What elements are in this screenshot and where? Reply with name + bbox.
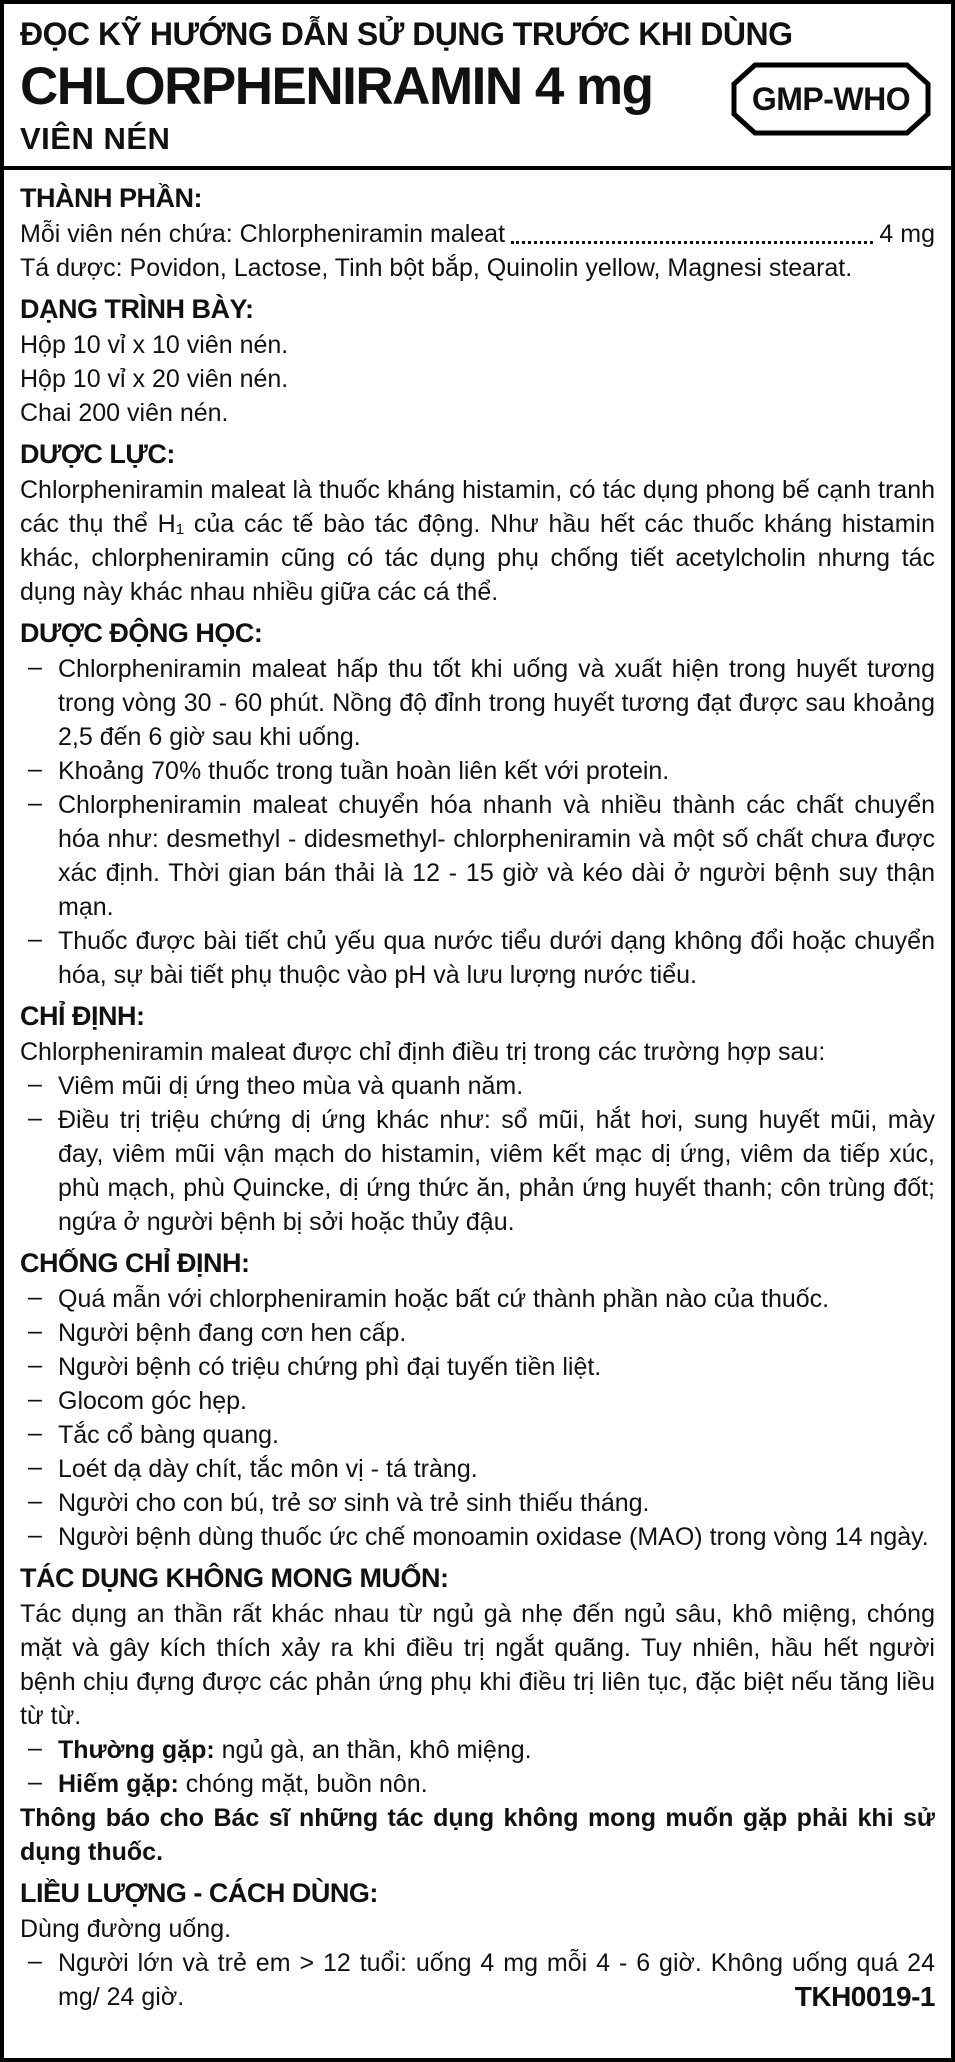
composition-line (20, 217, 935, 251)
section-title-side-effects: TÁC DỤNG KHÔNG MONG MUỐN: (20, 1563, 449, 1593)
doctor-notice: Thông báo cho Bác sĩ những tác dụng không mong muốn gặp phải khi sử dụng thuốc. (20, 1804, 935, 1866)
frequency-text: chóng mặt, buồn nôn. (178, 1770, 428, 1798)
list-item: – Quá mẫn với chlorpheniramin hoặc bất cứ thành phần nào của thuốc. (20, 1282, 935, 1316)
list-item: – Chlorpheniramin maleat hấp thu tốt khi uống và xuất hiện trong huyết tương trong vòng 30 - 60 phút. Nồng độ đỉnh trong huyết tương đạt được sau khoảng 2,5 đến 6 giờ sau khi uống. (20, 652, 935, 754)
list-item: – Người cho con bú, trẻ sơ sinh và trẻ sinh thiếu tháng. (20, 1486, 935, 1520)
dosage-route: Dùng đường uống. (20, 1915, 232, 1943)
list-item: – Khoảng 70% thuốc trong tuần hoàn liên kết với protein. (20, 754, 935, 788)
dosage-form: VIÊN NÉN (20, 121, 171, 156)
leaflet-header (4, 4, 951, 170)
read-instructions-notice: ĐỌC KỸ HƯỚNG DẪN SỬ DỤNG TRƯỚC KHI DÙNG (20, 16, 793, 52)
list-item: – Tắc cổ bàng quang. (20, 1418, 935, 1452)
list-item: – Người lớn và trẻ em > 12 tuổi: uống 4 mg mỗi 4 - 6 giờ. Không uống quá 24 mg/ 24 giờ. (20, 1946, 935, 2014)
frequency-text: ngủ gà, an thần, khô miệng. (214, 1736, 532, 1764)
indications-intro: Chlorpheniramin maleat được chỉ định điều trị trong các trường hợp sau: (20, 1038, 826, 1066)
gmp-who-badge (731, 62, 931, 136)
section-title-pharmacodynamics: DƯỢC LỰC: (20, 439, 175, 469)
list-item: – Điều trị triệu chứng dị ứng khác như: sổ mũi, hắt hơi, sung huyết mũi, mày đay, viêm mũi vận mạch do histamin, viêm kết mạc dị ứng, viêm da tiếp xúc, phù mạch, phù Quincke, dị ứng thức ăn, phản ứng huyết thanh; côn trùng đốt; ngứa ở người bệnh bị sởi hoặc thủy đậu. (20, 1103, 935, 1239)
pharmacodynamics-text: Chlorpheniramin maleat là thuốc kháng histamin, có tác dụng phong bế cạnh tranh các thụ thể H₁ của các tế bào tác động. Như hầu hết các thuốc kháng histamin khác, chlorpheniramin cũng có tác dụng phụ chống tiết acetylcholin nhưng tác dụng này khác nhau nhiều giữa các cá thể. (20, 476, 935, 606)
list-item: – Glocom góc hẹp. (20, 1384, 935, 1418)
pharmacokinetics-list (20, 652, 935, 992)
list-item: – Người bệnh đang cơn hen cấp. (20, 1316, 935, 1350)
frequency-label: Hiếm gặp: (58, 1770, 179, 1798)
presentation-item: Hộp 10 vỉ x 20 viên nén. (20, 365, 289, 393)
list-item (20, 1767, 935, 1801)
composition-label: Mỗi viên nén chứa: Chlorpheniramin maleat (20, 220, 506, 248)
dotted-leader (511, 241, 873, 244)
leaflet-code: TKH0019-1 (794, 1981, 935, 2012)
list-item: – Viêm mũi dị ứng theo mùa và quanh năm. (20, 1069, 935, 1103)
section-title-presentation: DẠNG TRÌNH BÀY: (20, 294, 254, 324)
side-effects-list (20, 1733, 935, 1801)
presentation-item: Hộp 10 vỉ x 10 viên nén. (20, 331, 289, 359)
section-title-composition: THÀNH PHẦN: (20, 183, 202, 213)
presentation-item: Chai 200 viên nén. (20, 399, 229, 427)
list-item: – Người bệnh có triệu chứng phì đại tuyến tiền liệt. (20, 1350, 935, 1384)
list-item (20, 1733, 935, 1767)
section-title-pharmacokinetics: DƯỢC ĐỘNG HỌC: (20, 618, 263, 648)
section-title-contraindications: CHỐNG CHỈ ĐỊNH: (20, 1248, 250, 1278)
side-effects-text: Tác dụng an thần rất khác nhau từ ngủ gà nhẹ đến ngủ sâu, khô miệng, chóng mặt và gây kích thích xảy ra khi điều trị ngắt quãng. Tuy nhiên, hầu hết người bệnh chịu đựng được các phản ứng phụ khi điều trị liên tục, đặc biệt nếu tăng liều từ từ. (20, 1600, 935, 1730)
section-title-indications: CHỈ ĐỊNH: (20, 1001, 145, 1031)
list-item: – Chlorpheniramin maleat chuyển hóa nhanh và nhiều thành các chất chuyển hóa như: desmethyl - didesmethyl- chlorpheniramin và một số chất chưa được xác định. Thời gian bán thải là 12 - 15 giờ và kéo dài ở người bệnh suy thận mạn. (20, 788, 935, 924)
list-item: – Thuốc được bài tiết chủ yếu qua nước tiểu dưới dạng không đổi hoặc chuyển hóa, sự bài tiết phụ thuộc vào pH và lưu lượng nước tiểu. (20, 924, 935, 992)
indications-list (20, 1069, 935, 1239)
leaflet-content (4, 170, 951, 2022)
frequency-label: Thường gặp: (58, 1736, 215, 1764)
list-item: – Người bệnh dùng thuốc ức chế monoamin oxidase (MAO) trong vòng 14 ngày. (20, 1520, 935, 1554)
composition-value: 4 mg (879, 220, 935, 248)
excipients-text: Tá dược: Povidon, Lactose, Tinh bột bắp, Quinolin yellow, Magnesi stearat. (20, 254, 853, 282)
list-item: – Loét dạ dày chít, tắc môn vị - tá tràng. (20, 1452, 935, 1486)
contraindications-list (20, 1282, 935, 1554)
product-name: CHLORPHENIRAMIN 4 mg (20, 57, 653, 116)
section-title-dosage: LIỀU LƯỢNG - CÁCH DÙNG: (20, 1878, 378, 1908)
gmp-who-badge-label: GMP-WHO (751, 80, 911, 117)
